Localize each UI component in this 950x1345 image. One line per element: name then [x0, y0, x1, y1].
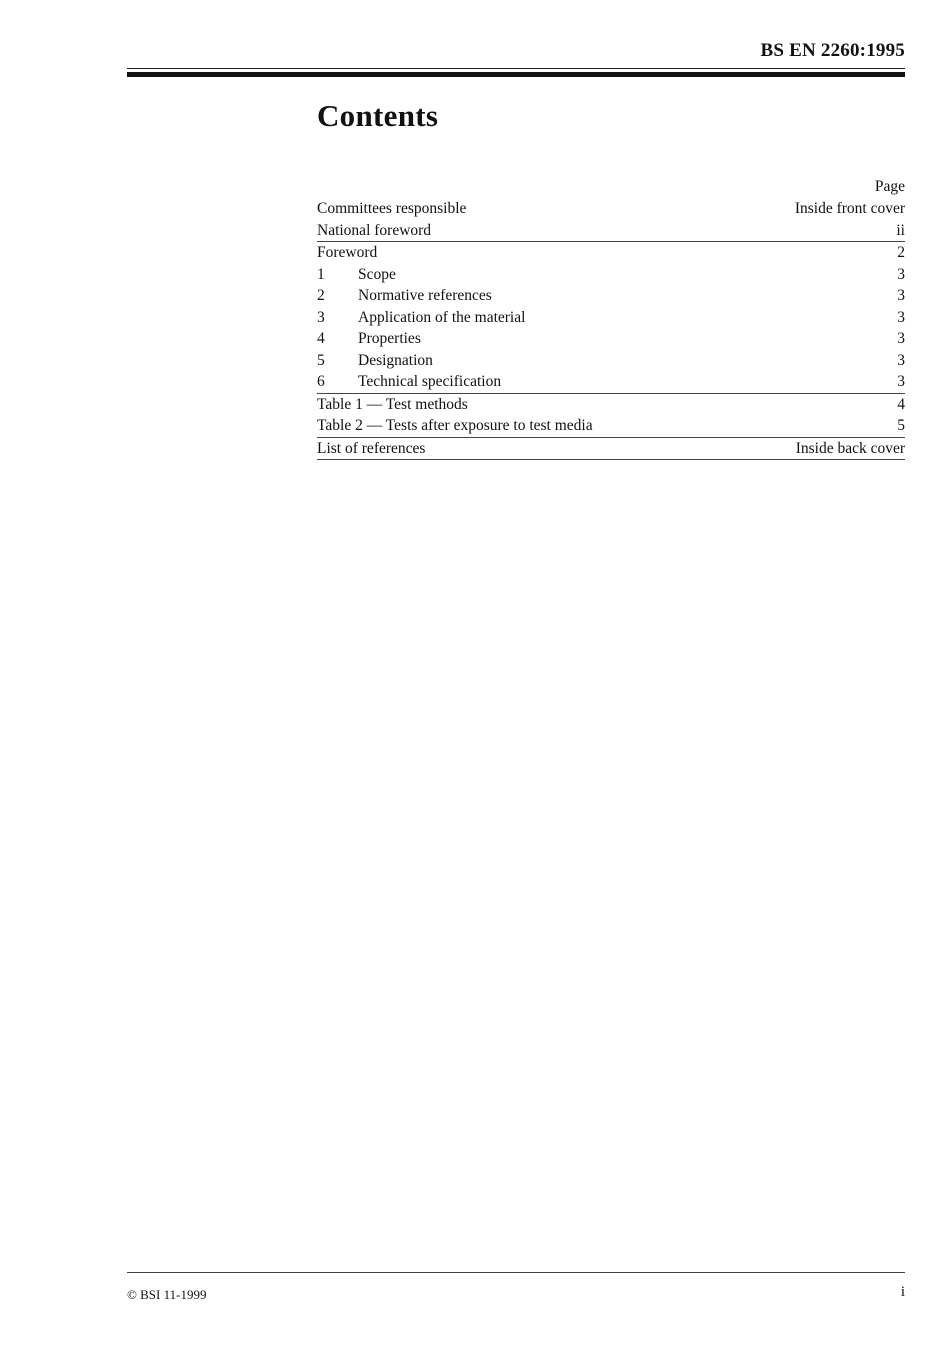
toc-entry-label: Application of the material: [358, 308, 526, 326]
toc-entry[interactable]: [317, 350, 905, 372]
document-id: BS EN 2260:1995: [760, 40, 905, 61]
toc-entry-title: [317, 242, 377, 264]
toc-entry-title: [317, 328, 421, 350]
toc-entry[interactable]: [317, 242, 905, 264]
toc-entry[interactable]: [317, 415, 905, 437]
toc-entry[interactable]: [317, 198, 905, 220]
toc-entry-label: List of references: [317, 439, 426, 457]
copyright-notice: © BSI 11-1999: [127, 1287, 207, 1302]
toc-entry-title: [317, 220, 431, 242]
toc-entry-number: 6: [317, 373, 325, 390]
toc-entry-title: [317, 350, 433, 372]
toc-groups: [317, 198, 905, 460]
toc-entry-title: [317, 371, 501, 393]
toc-entry-page: 5: [897, 417, 905, 434]
toc-entry[interactable]: [317, 285, 905, 307]
toc-entry-page: 3: [897, 287, 905, 304]
toc-entry-label: Technical specification: [358, 373, 502, 390]
header-rule-thick: [127, 72, 905, 77]
toc-entry-page: ii: [896, 221, 905, 239]
toc-entry-label: Table 2 — Tests after exposure to test media: [317, 417, 593, 434]
toc-entry-title: [317, 285, 492, 307]
toc-entry-page: 3: [897, 373, 905, 390]
toc-group: [317, 438, 905, 461]
footer-rule: [127, 1272, 905, 1273]
toc-entry-label: Properties: [358, 330, 421, 347]
toc-entry-title: [317, 394, 468, 416]
toc-entry-label: Committees responsible: [317, 200, 467, 217]
toc-entry-page: 3: [897, 351, 905, 369]
toc-entry[interactable]: [317, 371, 905, 393]
page-number: i: [900, 1284, 905, 1300]
toc-entry-title: [317, 198, 466, 220]
toc-entry-label: Normative references: [358, 287, 492, 304]
page-title: Contents: [317, 98, 439, 133]
toc-entry-title: [317, 438, 425, 460]
toc-entry-label: Foreword: [317, 244, 378, 261]
toc-entry[interactable]: [317, 328, 905, 350]
toc-entry[interactable]: [317, 307, 905, 329]
toc-entry-number: 1: [317, 265, 325, 283]
toc-entry-title: [317, 307, 525, 329]
toc-page-heading: Page: [874, 178, 905, 195]
toc-entry-title: [317, 264, 396, 286]
toc-entry[interactable]: [317, 394, 905, 416]
toc-entry-label: National foreword: [317, 221, 432, 239]
toc-entry-label: Designation: [358, 351, 433, 369]
toc-entry-number: 2: [317, 287, 325, 304]
toc-entry-page: Inside front cover: [794, 200, 905, 217]
toc-entry-page: 3: [897, 330, 905, 347]
toc-entry-page: 3: [897, 308, 905, 326]
toc-entry-page: 4: [897, 395, 905, 413]
toc-entry-title: [317, 415, 593, 437]
toc-entry[interactable]: [317, 264, 905, 286]
table-of-contents: [317, 176, 905, 460]
header-rule-thin: [127, 68, 905, 69]
toc-entry[interactable]: [317, 438, 905, 460]
toc-entry-number: 4: [317, 330, 325, 347]
toc-entry-label: Scope: [358, 265, 396, 283]
toc-entry-page: Inside back cover: [795, 439, 905, 457]
toc-entry-number: 3: [317, 308, 325, 326]
toc-group: [317, 198, 905, 242]
toc-entry-number: 5: [317, 351, 325, 369]
toc-group: [317, 242, 905, 394]
toc-group: [317, 394, 905, 438]
toc-entry[interactable]: [317, 220, 905, 242]
toc-entry-label: Table 1 — Test methods: [317, 395, 468, 413]
toc-entry-page: 2: [897, 244, 905, 261]
toc-entry-page: 3: [897, 265, 905, 283]
